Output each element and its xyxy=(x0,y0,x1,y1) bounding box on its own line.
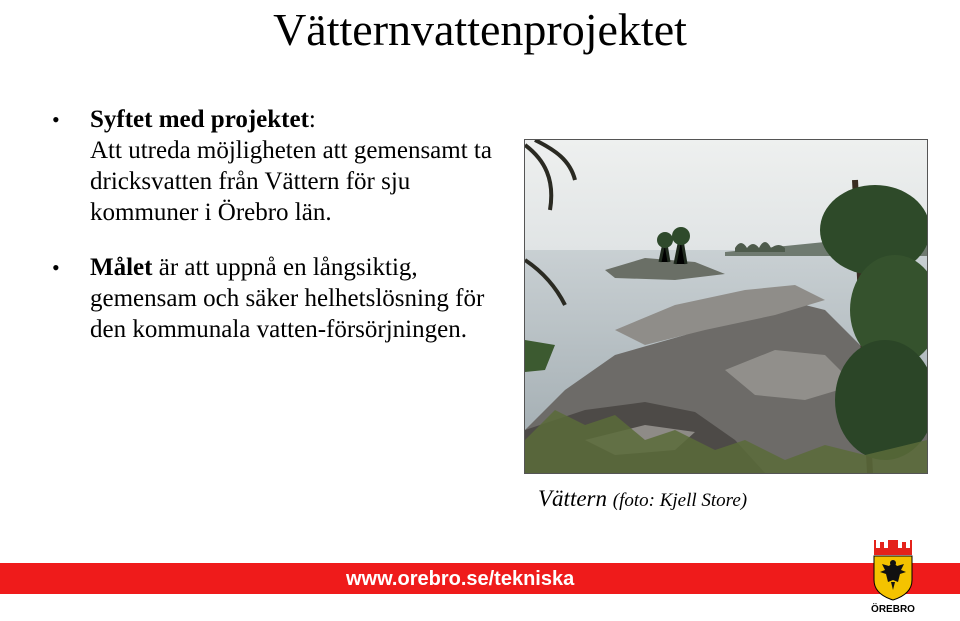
caption-main: Vättern xyxy=(538,486,607,511)
bullet-goal-text: är att uppnå en långsiktig, gemensam och säker helhetslösning för den kommunala vatten-försörjningen. xyxy=(90,254,485,343)
bullet-purpose-colon: : xyxy=(308,106,316,133)
footer-url[interactable]: www.orebro.se/tekniska xyxy=(346,568,575,590)
bullet-purpose-text: Att utreda möjligheten att gemensamt ta dricksvatten från Vättern för sju kommuner i Örebro län. xyxy=(90,137,492,226)
orebro-coat-of-arms-icon xyxy=(862,536,924,616)
lake-photo xyxy=(524,139,928,474)
bullet-icon: • xyxy=(52,107,60,132)
lake-photo-image xyxy=(525,140,927,473)
photo-caption xyxy=(538,486,747,512)
bullet-goal xyxy=(52,252,492,345)
bullet-purpose xyxy=(52,104,492,228)
bullet-icon: • xyxy=(52,255,60,280)
bullet-list xyxy=(52,104,492,369)
logo-text: ÖREBRO xyxy=(871,604,915,615)
slide-title: Vätternvattenprojektet xyxy=(273,4,687,55)
caption-credit: (foto: Kjell Store) xyxy=(612,490,748,511)
orebro-logo xyxy=(862,536,924,616)
bullet-purpose-heading: Syftet med projektet xyxy=(90,106,309,133)
bullet-goal-heading: Målet xyxy=(90,254,153,281)
